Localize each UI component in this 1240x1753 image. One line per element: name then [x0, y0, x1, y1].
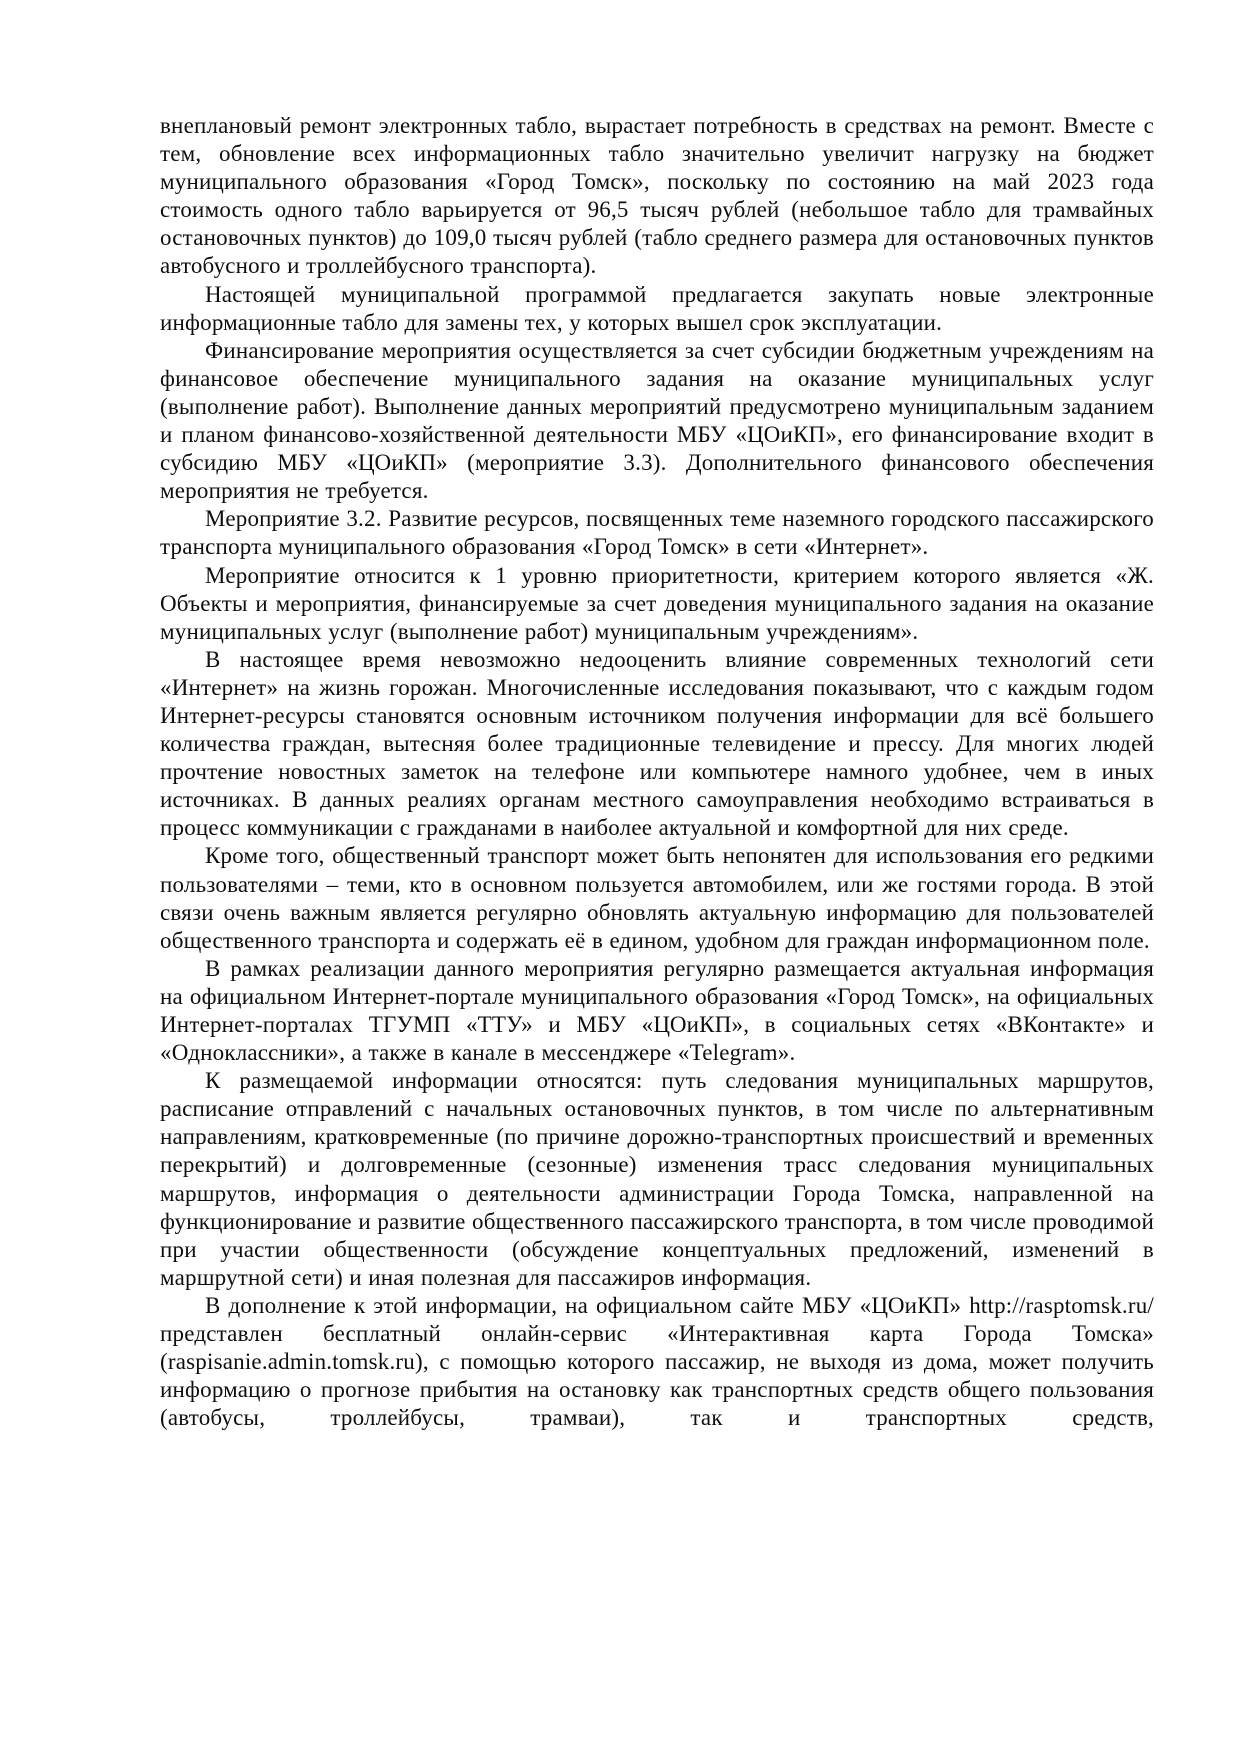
document-text-block	[160, 112, 1154, 1432]
paragraph-5: Мероприятие относится к 1 уровню приоритетности, критерием которого является «Ж. Объекты и мероприятия, финансируемые за счет доведения муниципального задания на оказание муниципальных услуг (выполнение работ) муниципальным учреждениям».	[160, 562, 1154, 644]
paragraph-1: внеплановый ремонт электронных табло, вырастает потребность в средствах на ремонт. Вместе с тем, обновление всех информационных табло значительно увеличит нагрузку на бюджет муниципального образования «Город Томск», поскольку по состоянию на май 2023 года стоимость одного табло варьируется от 96,5 тысяч рублей (небольшое табло для трамвайных остановочных пунктов) до 109,0 тысяч рублей (табло среднего размера для остановочных пунктов автобусного и троллейбусного транспорта).	[160, 113, 1154, 279]
paragraph-7: Кроме того, общественный транспорт может быть непонятен для использования его редкими пользователями – теми, кто в основном пользуется автомобилем, или же гостями города. В этой связи очень важным является регулярно обновлять актуальную информацию для пользователей общественного транспорта и содержать её в едином, удобном для граждан информационном поле.	[160, 843, 1154, 953]
paragraph-10: В дополнение к этой информации, на официальном сайте МБУ «ЦОиКП» http://rasptomsk.ru/ представлен бесплатный онлайн-сервис «Интерактивная карта Города Томска» (raspisanie.admin.tomsk.ru), с помощью которого пассажир, не выходя из дома, может получить информацию о прогнозе прибытия на остановку как транспортных средств общего пользования (автобусы, троллейбусы, трамваи), так и транспортных средств,	[160, 1292, 1154, 1431]
paragraph-6: В настоящее время невозможно недооценить влияние современных технологий сети «Интернет» на жизнь горожан. Многочисленные исследования показывают, что с каждым годом Интернет-ресурсы становятся основным источником получения информации для всё большего количества граждан, вытесняя более традиционные телевидение и прессу. Для многих людей прочтение новостных заметок на телефоне или компьютере намного удобнее, чем в иных источниках. В данных реалиях органам местного самоуправления необходимо встраиваться в процесс коммуникации с гражданами в наиболее актуальной и комфортной для них среде.	[160, 646, 1154, 841]
paragraph-8: В рамках реализации данного мероприятия регулярно размещается актуальная информация на официальном Интернет-портале муниципального образования «Город Томск», на официальных Интернет-порталах ТГУМП «ТТУ» и МБУ «ЦОиКП», в социальных сетях «ВКонтакте» и «Одноклассники», а также в канале в мессенджере «Telegram».	[160, 955, 1154, 1066]
paragraph-9: К размещаемой информации относятся: путь следования муниципальных маршрутов, расписание отправлений с начальных остановочных пунктов, в том числе по альтернативным направлениям, кратковременные (по причине дорожно-транспортных происшествий и временных перекрытий) и долговременные (сезонные) изменения трасс следования муниципальных маршрутов, информация о деятельности администрации Города Томска, направленной на функционирование и развитие общественного пассажирского транспорта, в том числе проводимой при участии общественности (обсуждение концептуальных предложений, изменений в маршрутной сети) и иная полезная для пассажиров информация.	[160, 1068, 1154, 1290]
paragraph-2: Настоящей муниципальной программой предлагается закупать новые электронные информационные табло для замены тех, у которых вышел срок эксплуатации.	[160, 281, 1154, 335]
paragraph-3: Финансирование мероприятия осуществляется за счет субсидии бюджетным учреждениям на финансовое обеспечение муниципального задания на оказание муниципальных услуг (выполнение работ). Выполнение данных мероприятий предусмотрено муниципальным заданием и планом финансово-хозяйственной деятельности МБУ «ЦОиКП», его финансирование входит в субсидию МБУ «ЦОиКП» (мероприятие 3.3). Дополнительного финансового обеспечения мероприятия не требуется.	[160, 337, 1154, 504]
paragraph-4: Мероприятие 3.2. Развитие ресурсов, посвященных теме наземного городского пассажирского транспорта муниципального образования «Город Томск» в сети «Интернет».	[160, 506, 1154, 560]
